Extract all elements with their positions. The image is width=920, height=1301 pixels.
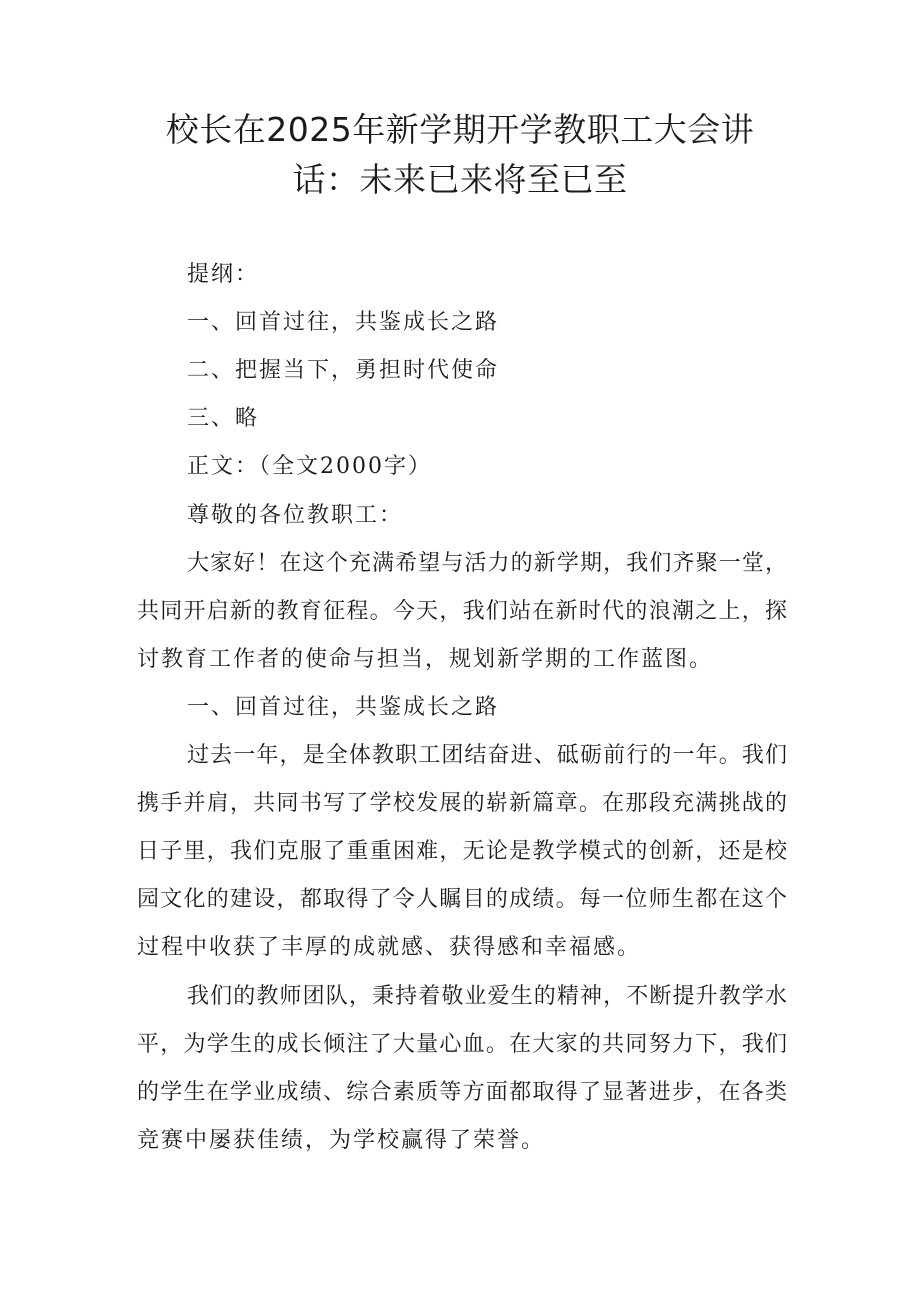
paragraph-2-line-4: 园文化的建设，都取得了令人瞩目的成绩。每一位师生都在这个 bbox=[137, 887, 787, 912]
paragraph-1-line-1: 大家好！在这个充满希望与活力的新学期，我们齐聚一堂， bbox=[187, 551, 787, 576]
paragraph-2-line-1: 过去一年，是全体教职工团结奋进、砥砺前行的一年。我们 bbox=[187, 743, 787, 768]
salutation: 尊敬的各位教职工： bbox=[187, 503, 404, 528]
paragraph-3-line-3: 的学生在学业成绩、综合素质等方面都取得了显著进步，在各类 bbox=[137, 1080, 787, 1105]
paragraph-2-line-3: 日子里，我们克服了重重困难，无论是教学模式的创新，还是校 bbox=[137, 839, 787, 864]
body-label: 正文：（全文2000字） bbox=[187, 454, 432, 479]
paragraph-3-line-4: 竞赛中屡获佳绩，为学校赢得了荣誉。 bbox=[137, 1128, 546, 1153]
outline-item-2: 二、把握当下，勇担时代使命 bbox=[187, 358, 500, 383]
section-heading-1: 一、回首过往，共鉴成长之路 bbox=[187, 695, 500, 720]
paragraph-1-line-2: 共同开启新的教育征程。今天，我们站在新时代的浪潮之上，探 bbox=[137, 599, 787, 624]
outline-item-3: 三、略 bbox=[187, 406, 260, 431]
title-line-2: 话：未来已来将至已至 bbox=[292, 160, 628, 199]
paragraph-3-line-1: 我们的教师团队，秉持着敬业爱生的精神，不断提升教学水 bbox=[187, 984, 787, 1009]
paragraph-1-line-3: 讨教育工作者的使命与担当，规划新学期的工作蓝图。 bbox=[137, 647, 714, 672]
paragraph-3-line-2: 平，为学生的成长倾注了大量心血。在大家的共同努力下，我们 bbox=[137, 1032, 787, 1057]
paragraph-2-line-2: 携手并肩，共同书写了学校发展的崭新篇章。在那段充满挑战的 bbox=[137, 791, 787, 816]
paragraph-2-line-5: 过程中收获了丰厚的成就感、获得感和幸福感。 bbox=[137, 935, 642, 960]
outline-item-1: 一、回首过往，共鉴成长之路 bbox=[187, 310, 500, 335]
outline-label: 提纲： bbox=[187, 262, 260, 287]
title-line-1: 校长在2025年新学期开学教职工大会讲 bbox=[165, 110, 755, 149]
